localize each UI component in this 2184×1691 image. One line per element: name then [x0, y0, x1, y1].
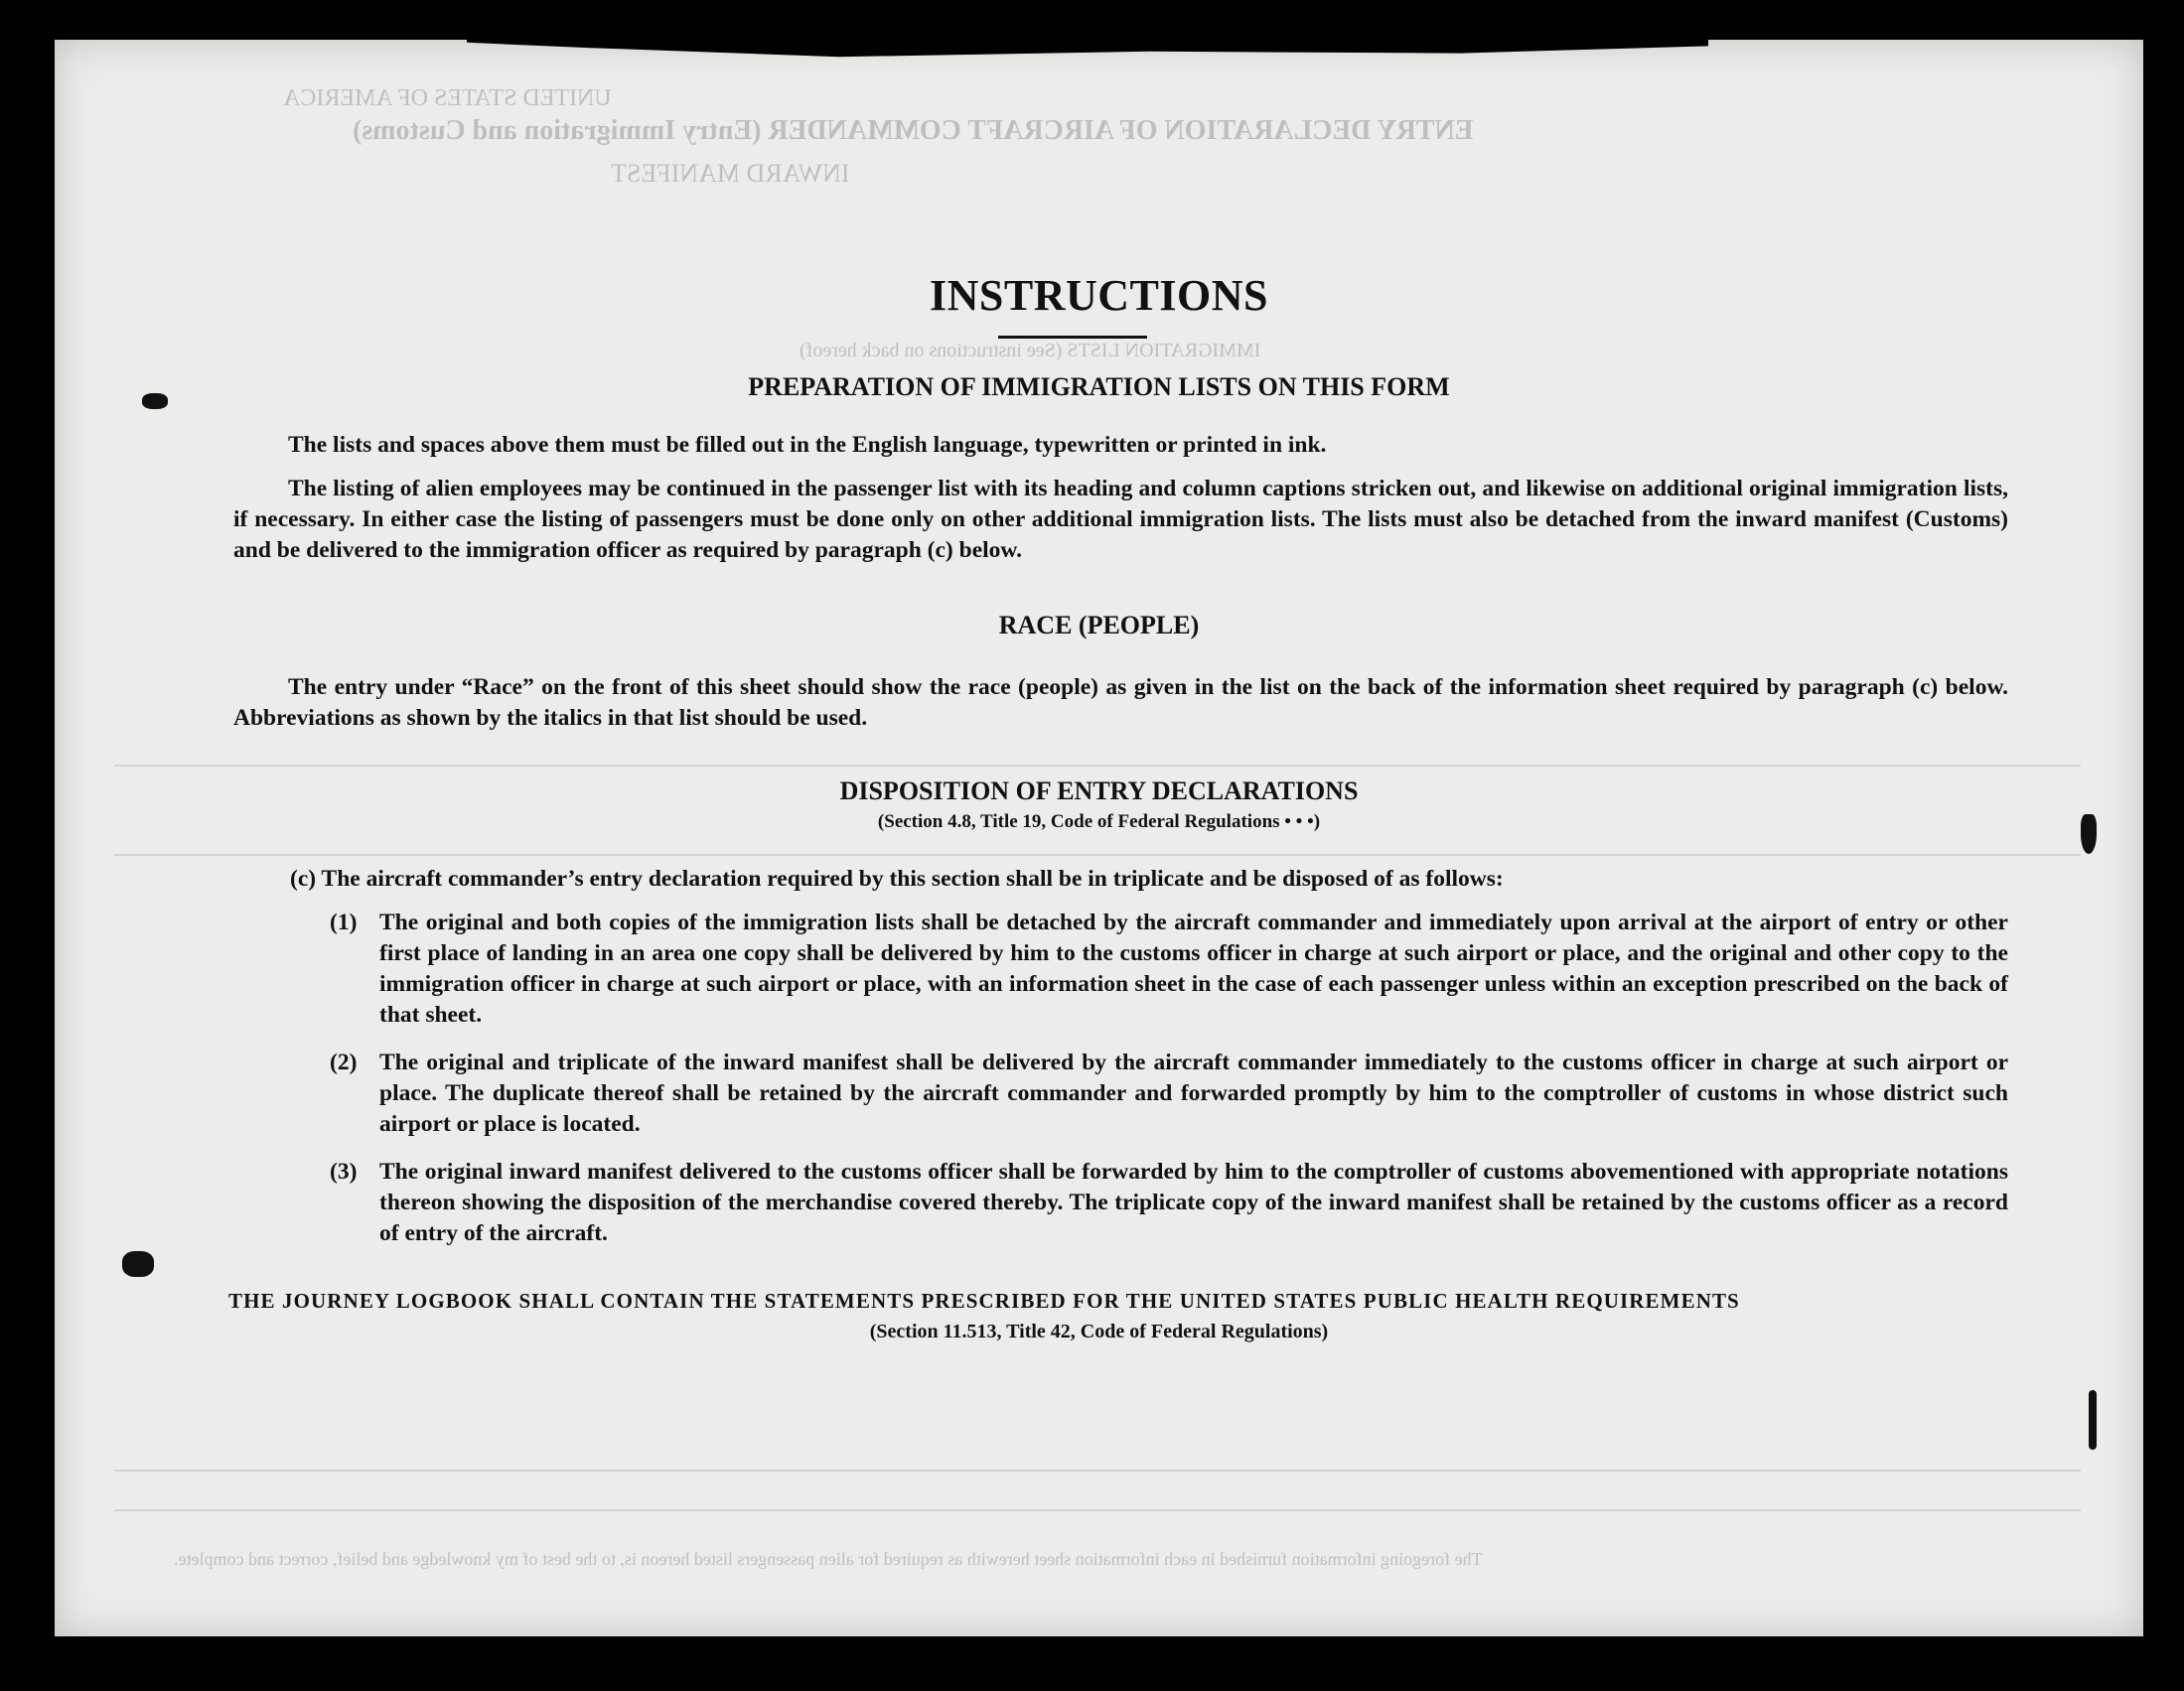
list-item-number: (1) — [330, 910, 358, 935]
paragraph: The lists and spaces above them must be filled out in the English language, typewritten or printed in ink. — [288, 432, 1327, 458]
section-citation: (Section 4.8, Title 19, Code of Federal Regulations • • •) — [877, 811, 1321, 832]
bleed-through-text: ENTRY DECLARATION OF AIRCRAFT COMMANDER (Entry Immigration and Customs) — [353, 115, 1474, 146]
list-item — [330, 1048, 2008, 1140]
title-underline — [998, 336, 1147, 339]
footer-citation: (Section 11.513, Title 42, Code of Federal Regulations) — [869, 1321, 1329, 1342]
list-item-text: The original and both copies of the immigration lists shall be detached by the aircraft commander and immediately upon arrival at the airport of entry or other first place of landing in an area one copy shall be delivered by him to the customs officer in charge at such airport or place, and the original and other copy to the immigration officer in charge at such airport or place, with an information sheet in the case of each passenger unless within an exception prescribed on the back of that sheet. — [379, 910, 2008, 1028]
section-heading-disposition: DISPOSITION OF ENTRY DECLARATIONS — [839, 776, 1359, 805]
list-item-text: The original inward manifest delivered to the customs officer shall be forwarded by him to the comptroller of customs abovementioned with appropriate notations thereon showing the disposition of the merchandise covered thereby. The triplicate copy of the inward manifest shall be retained by the customs officer as a record of entry of the aircraft. — [379, 1159, 2008, 1246]
bleed-through-rule — [114, 1470, 2081, 1472]
bleed-through-text: UNITED STATES OF AMERICA — [283, 85, 612, 111]
bleed-through-text: The foregoing information furnished in each information sheet herewith as required for alien passengers listed hereon is, to the best of my knowledge and belief, correct and complete. — [174, 1549, 1483, 1569]
bleed-through-rule — [114, 765, 2081, 767]
paragraph: The entry under “Race” on the front of this sheet should show the race (people) as given in the list on the back of the information sheet required by paragraph (c) below. Abbreviations as shown by the italics in that list should be used. — [233, 674, 2008, 731]
ink-blot — [2089, 1390, 2097, 1450]
bleed-through-text: INWARD MANIFEST — [611, 159, 850, 188]
list-item — [330, 908, 2008, 1031]
list-item-number: (3) — [330, 1159, 358, 1185]
list-item-number: (2) — [330, 1050, 358, 1075]
section-heading-preparation: PREPARATION OF IMMIGRATION LISTS ON THIS FORM — [748, 372, 1450, 401]
footer-statement: THE JOURNEY LOGBOOK SHALL CONTAIN THE STATEMENTS PRESCRIBED FOR THE UNITED STATES PUBLIC HEALTH REQUIREMENTS — [228, 1289, 1740, 1313]
bleed-through-rule — [114, 854, 2081, 856]
section-heading-race: RACE (PEOPLE) — [998, 611, 1200, 639]
document-page — [55, 40, 2143, 1636]
bleed-through-rule — [114, 1509, 2081, 1511]
bleed-through-text: IMMIGRATION LISTS (See instructions on back hereof) — [800, 340, 1261, 361]
ink-blot — [122, 1251, 154, 1277]
paragraph-intro: (c) The aircraft commander’s entry declaration required by this section shall be in triplicate and be disposed of as follows: — [290, 866, 1504, 892]
list-item-text: The original and triplicate of the inward manifest shall be delivered by the aircraft commander immediately to the customs officer in charge at such airport or place. The duplicate thereof shall be retained by the aircraft commander and forwarded promptly by him to the comptroller of customs in whose district such airport or place is located. — [379, 1050, 2008, 1137]
ink-blot — [2081, 814, 2097, 854]
ink-blot — [142, 393, 168, 409]
page-title: INSTRUCTIONS — [930, 271, 1268, 320]
paragraph: The listing of alien employees may be continued in the passenger list with its heading and column captions stricken out, and likewise on additional original immigration lists, if necessary. In either case the listing of passengers must be done only on other additional immigration lists. The lists must also be detached from the inward manifest (Customs) and be delivered to the immigration officer as required by paragraph (c) below. — [233, 476, 2008, 563]
list-item — [330, 1157, 2008, 1249]
